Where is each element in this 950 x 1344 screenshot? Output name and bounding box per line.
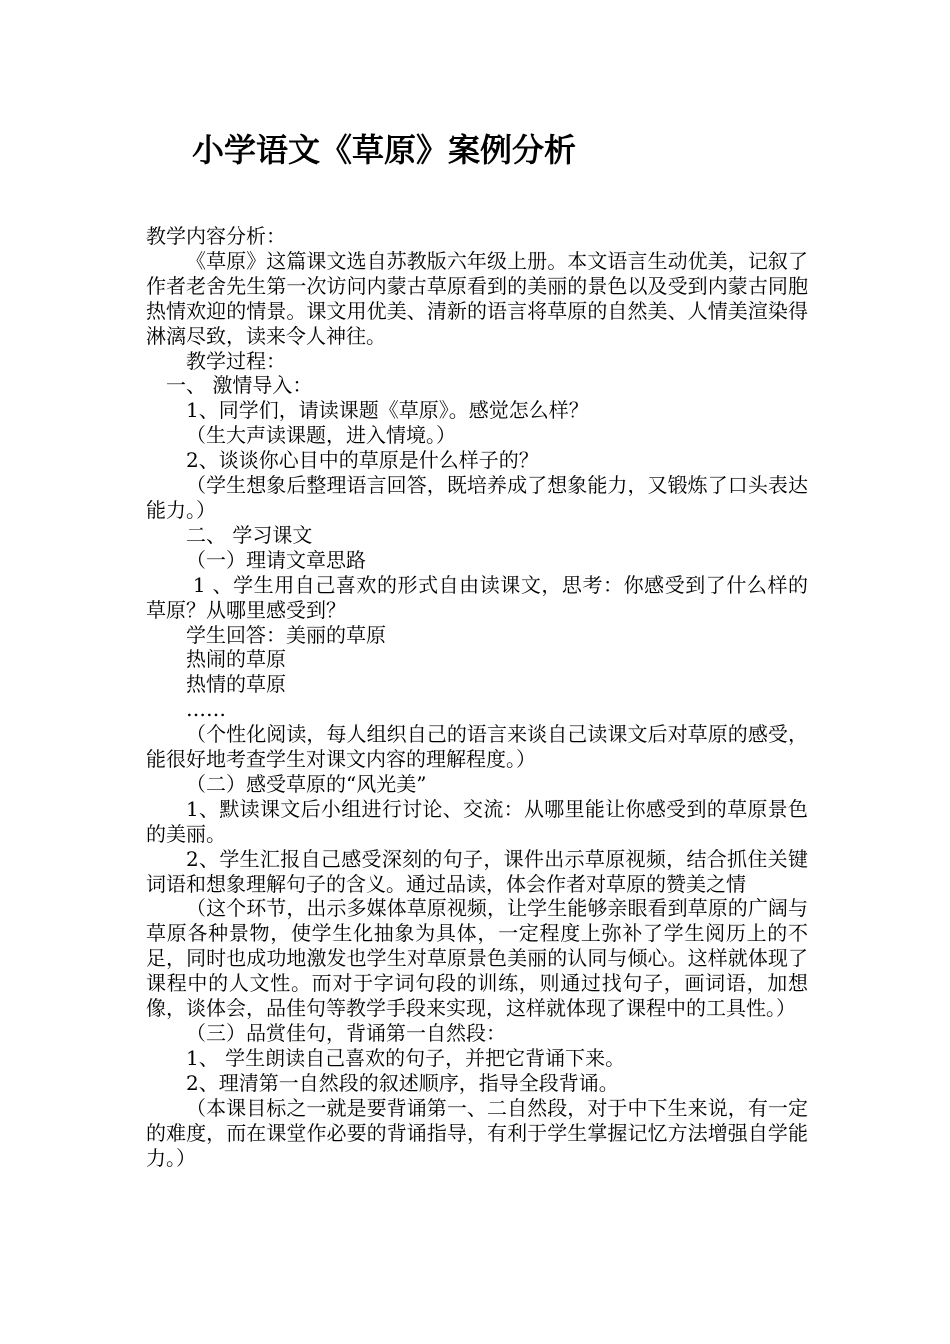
- subsection-heading: （一）理请文章思路: [186, 547, 366, 572]
- paragraph-item: 2、学生汇报自己感受深刻的句子，课件出示草原视频，结合抓住关键词语和想象理解句子的含义。通过品读，体会作者对草原的赞美之情: [146, 846, 808, 896]
- paragraph-answer: 热闹的草原: [186, 647, 286, 672]
- section-heading-study: 二、 学习课文: [186, 522, 313, 547]
- paragraph-note: （本课目标之一就是要背诵第一、二自然段，对于中下生来说，有一定的难度，而在课堂作必要的背诵指导，有利于学生掌握记忆方法增强自学能力。）: [146, 1095, 808, 1170]
- paragraph-item: 1、默读课文后小组进行讨论、交流：从哪里能让你感受到的草原景色的美丽。: [146, 796, 808, 846]
- section-heading-intro: 一、 激情导入：: [166, 373, 313, 398]
- paragraph-analysis-text: 《草原》这篇课文选自苏教版六年级上册。本文语言生动优美，记叙了作者老舍先生第一次访问内蒙古草原看到的美丽的景色以及受到内蒙古同胞热情欢迎的情景。课文用优美、清新的语言将草原的自然美、人情美渲染得淋漓尽致，读来令人神往。: [146, 248, 808, 348]
- paragraph-note: （生大声读课题，进入情境。）: [186, 423, 456, 448]
- paragraph-answer: 热情的草原: [186, 672, 286, 697]
- paragraph-item: 1 、学生用自己喜欢的形式自由读课文，思考：你感受到了什么样的草原？从哪里感受到？: [146, 572, 808, 622]
- paragraph-item: 2、谈谈你心目中的草原是什么样子的？: [186, 448, 539, 473]
- document-body: [146, 224, 808, 1170]
- subsection-heading: （二）感受草原的“风光美”: [186, 771, 427, 796]
- paragraph-answer: 学生回答：美丽的草原: [186, 622, 386, 647]
- subsection-heading: （三）品赏佳句，背诵第一自然段：: [186, 1021, 506, 1045]
- paragraph-item: 2、理清第一自然段的叙述顺序，指导全段背诵。: [186, 1070, 619, 1095]
- paragraph-process-heading: 教学过程：: [186, 348, 286, 373]
- paragraph-ellipsis: ……: [186, 697, 226, 722]
- document-title: 小学语文《草原》案例分析: [192, 131, 577, 169]
- paragraph-item: 1、 学生朗读自己喜欢的句子，并把它背诵下来。: [186, 1045, 626, 1070]
- paragraph-item: 1、同学们，请读课题《草原》。感觉怎么样？: [186, 398, 589, 423]
- paragraph-analysis-heading: 教学内容分析：: [146, 224, 286, 248]
- paragraph-note: （这个环节，出示多媒体草原视频，让学生能够亲眼看到草原的广阔与草原各种景物，使学生化抽象为具体，一定程度上弥补了学生阅历上的不足，同时也成功地激发也学生对草原景色美丽的认同与倾心。这样就体现了课程中的人文性。而对于字词句段的训练，则通过找句子，画词语，加想像，谈体会，品佳句等教学手段来实现，这样就体现了课程中的工具性。）: [146, 896, 808, 1021]
- paragraph-note: （个性化阅读，每人组织自己的语言来谈自己读课文后对草原的感受，能很好地考查学生对课文内容的理解程度。）: [146, 722, 808, 772]
- paragraph-note: （学生想象后整理语言回答，既培养成了想象能力，又锻炼了口头表达能力。）: [146, 473, 808, 522]
